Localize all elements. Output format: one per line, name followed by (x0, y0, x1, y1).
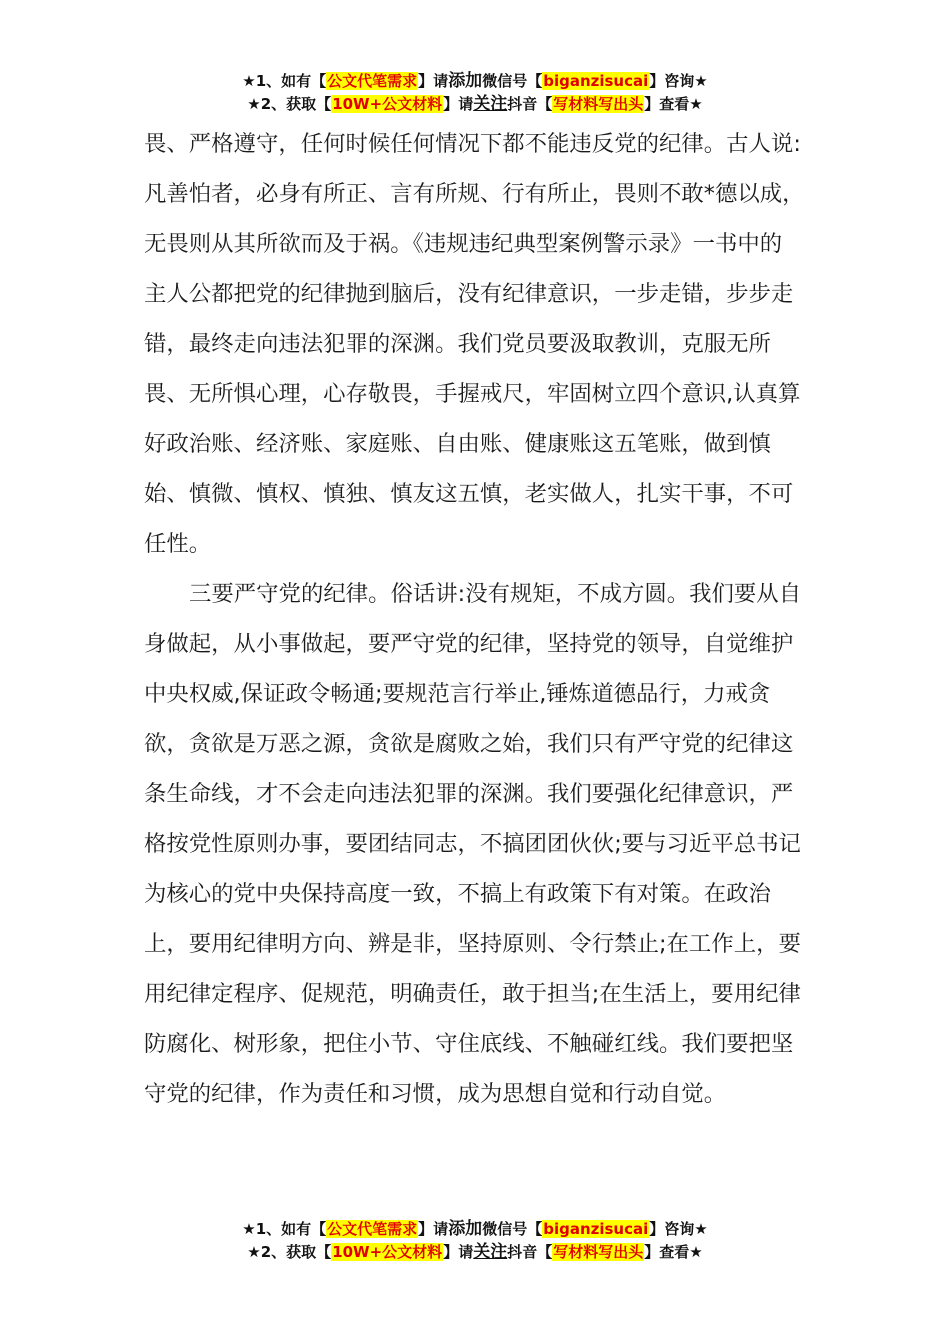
banner-line-1 (0, 70, 950, 93)
text-line: 身做起，从小事做起，要严守党的纪律，坚持党的领导，自觉维护 (144, 631, 794, 657)
text-line: 上，要用纪律明方向、辨是非，坚持原则、令行禁止;在工作上，要 (144, 931, 801, 957)
text-line: 欲，贪欲是万恶之源，贪欲是腐败之始，我们只有严守党的纪律这 (144, 731, 794, 757)
footer-banner (0, 1218, 950, 1264)
banner-line-2 (0, 93, 950, 116)
text-line: 条生命线，才不会走向违法犯罪的深渊。我们要强化纪律意识，严 (144, 781, 794, 807)
text-line: 中央权威,保证政令畅通;要规范言行举止,锤炼道德品行，力戒贪 (144, 681, 771, 707)
banner-text: 】查看★ (644, 95, 703, 113)
banner-text: ★1、如有【 (242, 1220, 327, 1238)
banner-text: 抖音【 (507, 95, 553, 113)
highlight-wechat-id: biganzisucai (543, 1220, 649, 1238)
banner-text: 微信号【 (482, 1220, 543, 1238)
banner-text: 】请 (443, 1243, 474, 1261)
paragraph-1 (144, 119, 804, 569)
banner-text: 】查看★ (644, 1243, 703, 1261)
highlight-douyin-account: 写材料写出头 (553, 1243, 644, 1261)
text-line: 好政治账、经济账、家庭账、自由账、健康账这五笔账，做到慎 (144, 431, 771, 457)
banner-text: 】请 (418, 1220, 449, 1238)
banner-line-2 (0, 1241, 950, 1264)
banner-emphasis: 关注 (473, 1242, 508, 1262)
banner-text: 】请 (443, 95, 474, 113)
document-body (144, 119, 804, 1119)
highlight-service: 公文代笔需求 (327, 72, 418, 90)
text-line: 守党的纪律，作为责任和习惯，成为思想自觉和行动自觉。 (144, 1081, 727, 1107)
text-line: 防腐化、树形象，把住小节、守住底线、不触碰红线。我们要把坚 (144, 1031, 794, 1057)
paragraph-2 (144, 569, 804, 1119)
highlight-materials: 10W+公文材料 (332, 95, 443, 113)
text-line-first: 三要严守党的纪律。俗话讲:没有规矩，不成方圆。我们要从自 (189, 581, 802, 607)
banner-emphasis: 添加 (448, 71, 483, 91)
banner-text: 抖音【 (507, 1243, 553, 1261)
text-line: 用纪律定程序、促规范，明确责任，敢于担当;在生活上，要用纪律 (144, 981, 801, 1007)
text-line: 无畏则从其所欲而及于祸。《违规违纪典型案例警示录》一书中的 (144, 231, 783, 257)
banner-text: 】咨询★ (649, 72, 708, 90)
text-line: 畏、严格遵守，任何时候任何情况下都不能违反党的纪律。古人说: (144, 131, 801, 157)
highlight-service: 公文代笔需求 (327, 1220, 418, 1238)
text-line: 格按党性原则办事，要团结同志，不搞团团伙伙;要与习近平总书记 (144, 831, 801, 857)
text-line: 凡善怕者，必身有所正、言有所规、行有所止，畏则不敢*德以成， (144, 181, 805, 207)
banner-text: 微信号【 (482, 72, 543, 90)
banner-emphasis: 添加 (448, 1219, 483, 1239)
highlight-douyin-account: 写材料写出头 (553, 95, 644, 113)
header-banner (0, 70, 950, 116)
banner-text: 】请 (418, 72, 449, 90)
highlight-wechat-id: biganzisucai (543, 72, 649, 90)
text-line: 始、慎微、慎权、慎独、慎友这五慎，老实做人，扎实干事，不可 (144, 481, 794, 507)
text-line: 任性。 (144, 531, 212, 557)
banner-text: 】咨询★ (649, 1220, 708, 1238)
banner-line-1 (0, 1218, 950, 1241)
text-line: 为核心的党中央保持高度一致，不搞上有政策下有对策。在政治 (144, 881, 771, 907)
text-line: 主人公都把党的纪律抛到脑后，没有纪律意识，一步走错，步步走 (144, 281, 794, 307)
text-line: 错，最终走向违法犯罪的深渊。我们党员要汲取教训，克服无所 (144, 331, 771, 357)
banner-text: ★2、获取【 (247, 1243, 332, 1261)
text-line: 畏、无所惧心理，心存敬畏，手握戒尺，牢固树立四个意识,认真算 (144, 381, 801, 407)
banner-text: ★1、如有【 (242, 72, 327, 90)
banner-text: ★2、获取【 (247, 95, 332, 113)
highlight-materials: 10W+公文材料 (332, 1243, 443, 1261)
banner-emphasis: 关注 (473, 94, 508, 114)
